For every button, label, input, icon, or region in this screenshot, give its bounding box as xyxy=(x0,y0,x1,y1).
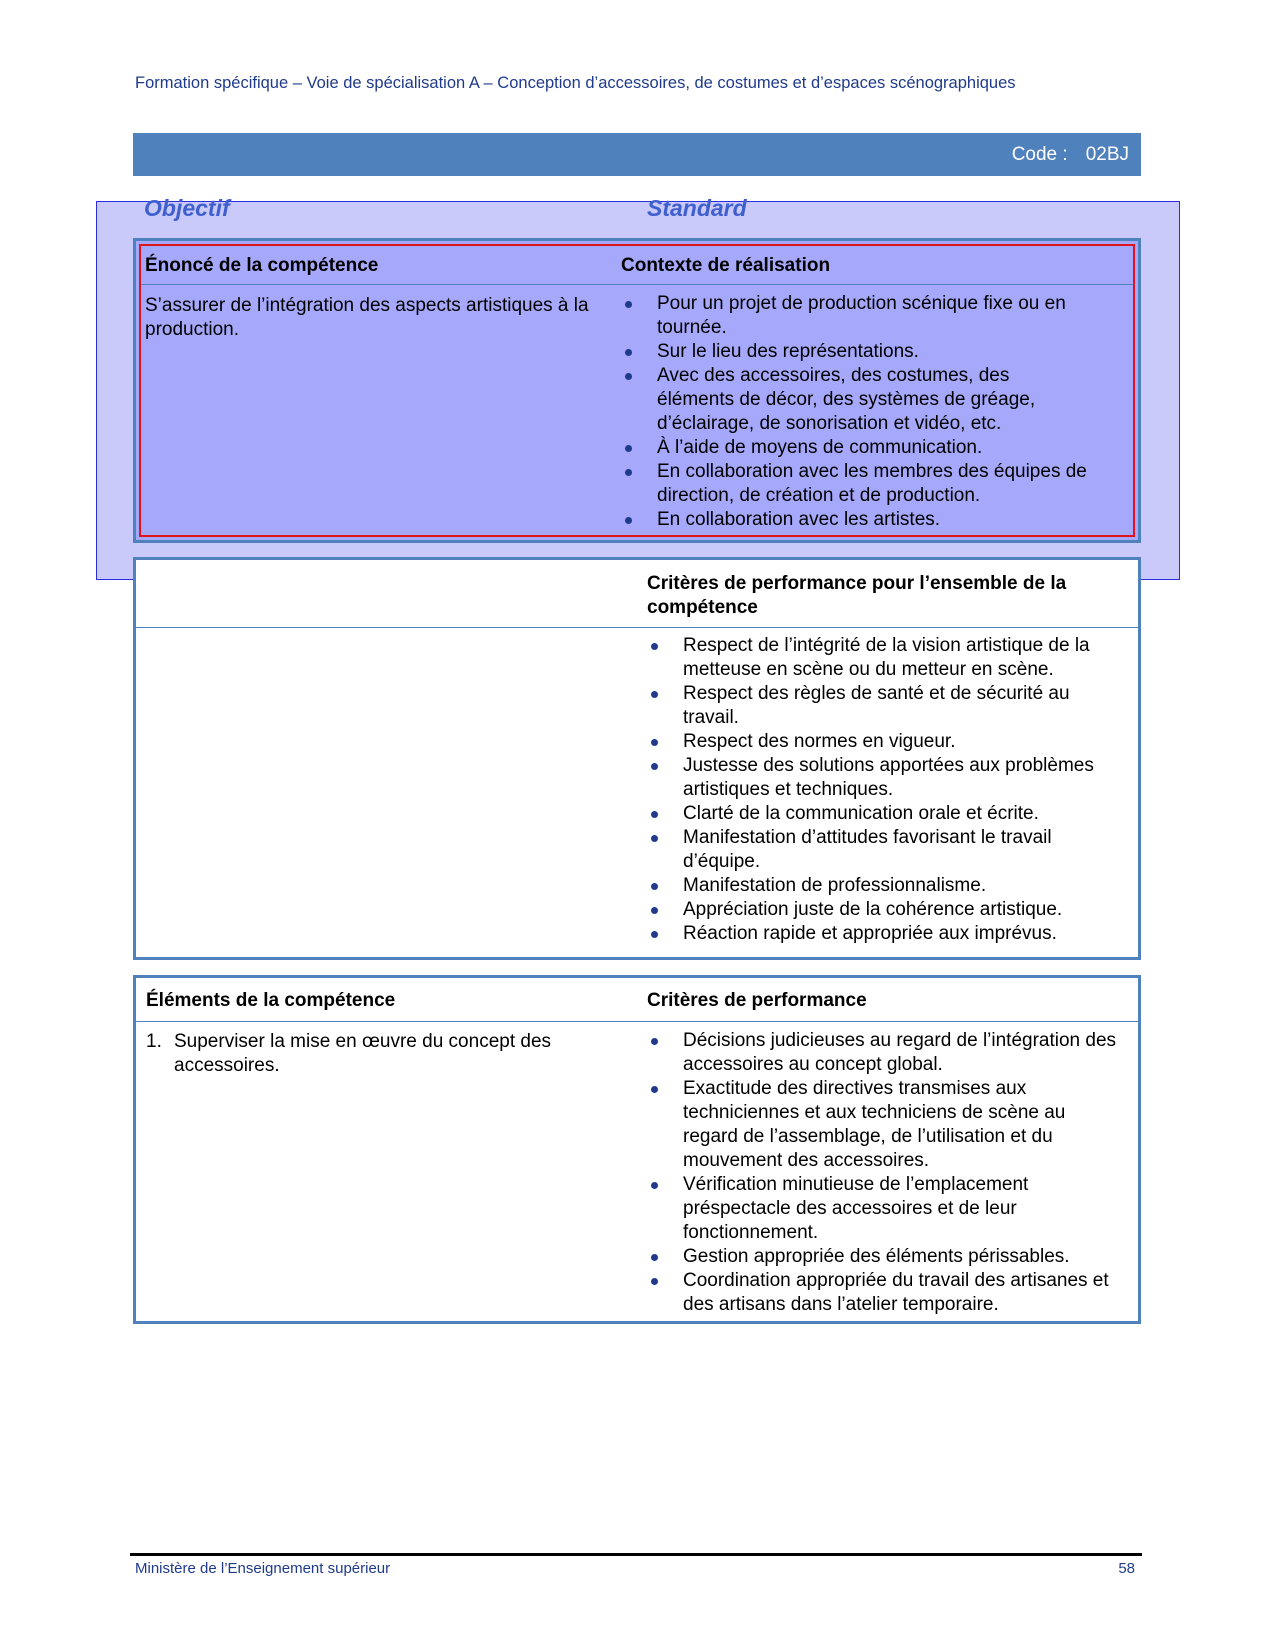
bullet-icon xyxy=(651,907,658,914)
element-text: Superviser la mise en œuvre du concept des accessoires. xyxy=(174,1031,552,1076)
list-item: Justesse des solutions apportées aux problèmes artistiques et techniques. xyxy=(647,754,1123,802)
bullet-icon xyxy=(625,349,632,356)
enonce-divider xyxy=(141,284,1133,285)
elements-criteres-list xyxy=(647,1029,1117,1317)
list-item: Sur le lieu des représentations. xyxy=(621,340,1089,364)
bullet-icon xyxy=(651,763,658,770)
enonce-table xyxy=(133,238,1141,543)
criteres-ensemble-heading: Critères de performance pour l’ensemble de la compétence xyxy=(647,573,1067,618)
list-item: Clarté de la communication orale et écrite. xyxy=(647,802,1123,826)
bullet-icon xyxy=(651,811,658,818)
bullet-icon xyxy=(625,373,632,380)
list-item: Pour un projet de production scénique fixe ou en tournée. xyxy=(621,292,1089,340)
competence-statement: S’assurer de l’intégration des aspects artistiques à la production. xyxy=(145,295,589,340)
bullet-icon xyxy=(651,1254,658,1261)
contexte-list xyxy=(621,292,1089,532)
bullet-icon xyxy=(625,469,632,476)
bullet-icon xyxy=(651,883,658,890)
list-item: En collaboration avec les membres des équipes de direction, de création et de production. xyxy=(621,460,1089,508)
bullet-icon xyxy=(651,1038,658,1045)
code-value: 02BJ xyxy=(1085,144,1129,165)
footer-rule xyxy=(130,1553,1142,1556)
list-item: En collaboration avec les artistes. xyxy=(621,508,1089,532)
element-number: 1. xyxy=(146,1031,162,1052)
code-bar xyxy=(133,133,1141,176)
criteres-heading: Critères de performance xyxy=(647,990,867,1011)
list-item: Décisions judicieuses au regard de l’intégration des accessoires au concept global. xyxy=(647,1029,1117,1077)
list-item: Gestion appropriée des éléments périssables. xyxy=(647,1245,1117,1269)
bullet-icon xyxy=(651,1278,658,1285)
enonce-heading: Énoncé de la compétence xyxy=(145,255,379,276)
bullet-icon xyxy=(651,1086,658,1093)
list-item: Coordination appropriée du travail des artisanes et des artisans dans l’atelier temporaire. xyxy=(647,1269,1117,1317)
list-item: Respect des normes en vigueur. xyxy=(647,730,1123,754)
bullet-icon xyxy=(651,931,658,938)
criteres-divider xyxy=(136,627,1138,628)
competency-code xyxy=(1012,144,1129,166)
page-number: 58 xyxy=(1118,1560,1135,1577)
bullet-icon xyxy=(625,517,632,524)
bullet-icon xyxy=(651,835,658,842)
bullet-icon xyxy=(651,739,658,746)
bullet-icon xyxy=(651,691,658,698)
column-titles xyxy=(0,195,1275,223)
code-label: Code : xyxy=(1011,144,1068,165)
criteres-ensemble-table xyxy=(133,557,1141,960)
list-item: Appréciation juste de la cohérence artistique. xyxy=(647,898,1123,922)
list-item: À l’aide de moyens de communication. xyxy=(621,436,1089,460)
bullet-icon xyxy=(651,1182,658,1189)
list-item: Manifestation d’attitudes favorisant le travail d’équipe. xyxy=(647,826,1123,874)
standard-title: Standard xyxy=(647,195,747,221)
criteres-ensemble-list xyxy=(647,634,1123,946)
running-header: Formation spécifique – Voie de spécialisation A – Conception d’accessoires, de costumes et d’espaces scénographiques xyxy=(135,74,1016,92)
list-item: Respect des règles de santé et de sécurité au travail. xyxy=(647,682,1123,730)
list-item: Vérification minutieuse de l’emplacement préspectacle des accessoires et de leur fonctionnement. xyxy=(647,1173,1117,1245)
bullet-icon xyxy=(625,445,632,452)
footer-ministry: Ministère de l’Enseignement supérieur xyxy=(135,1560,391,1577)
list-item: Respect de l’intégrité de la vision artistique de la metteuse en scène ou du metteur en scène. xyxy=(647,634,1123,682)
list-item: Réaction rapide et appropriée aux imprévus. xyxy=(647,922,1123,946)
bullet-icon xyxy=(625,301,632,308)
list-item: Manifestation de professionnalisme. xyxy=(647,874,1123,898)
contexte-heading: Contexte de réalisation xyxy=(621,255,831,276)
elements-heading: Éléments de la compétence xyxy=(146,990,396,1011)
bullet-icon xyxy=(651,643,658,650)
elements-divider xyxy=(136,1021,1138,1022)
elements-table xyxy=(133,975,1141,1324)
element-item xyxy=(146,1030,634,1078)
list-item: Avec des accessoires, des costumes, des éléments de décor, des systèmes de gréage, d’éclairage, de sonorisation et vidéo, etc. xyxy=(621,364,1089,436)
objectif-title: Objectif xyxy=(144,195,230,221)
list-item: Exactitude des directives transmises aux techniciennes et aux techniciens de scène au regard de l’assemblage, de l’utilisation et du mouvement des accessoires. xyxy=(647,1077,1117,1173)
enonce-table-frame xyxy=(139,244,1135,537)
